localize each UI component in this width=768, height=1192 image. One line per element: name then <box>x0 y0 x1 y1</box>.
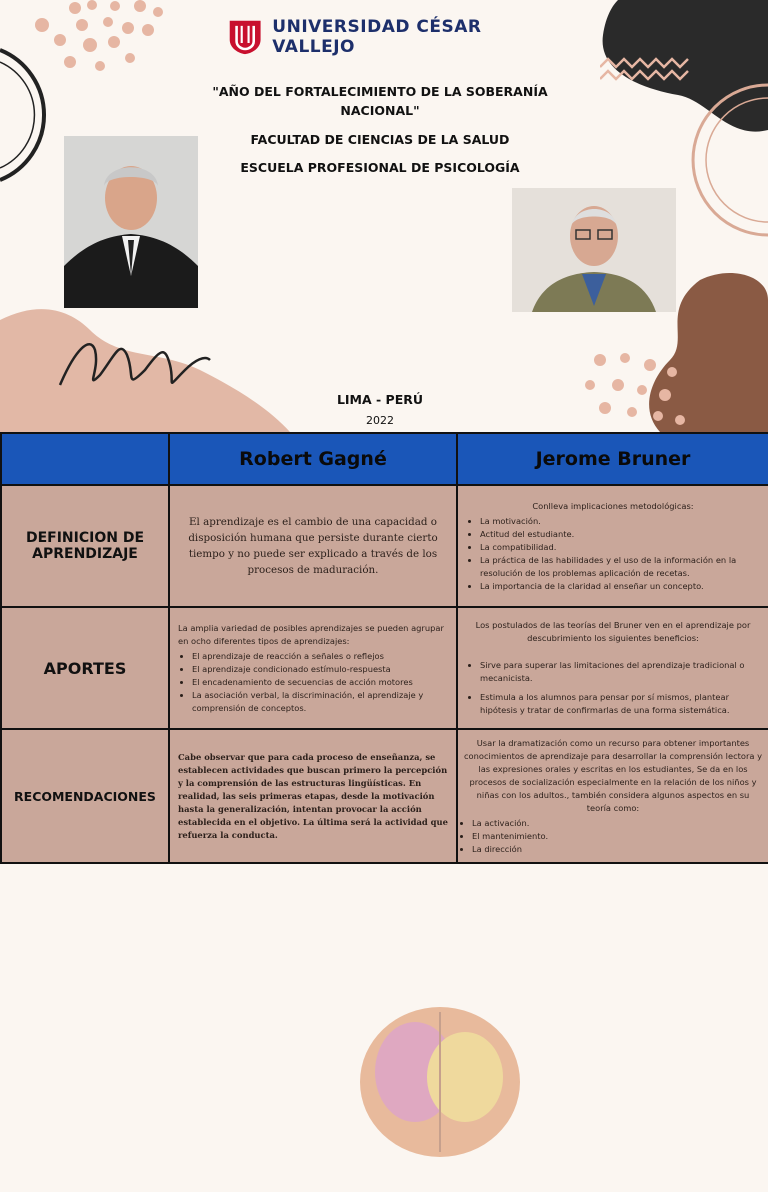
gagne-definicion: El aprendizaje es el cambio de una capacidad o disposición humana que persiste durante cierto tiempo y no puede ser explicado a través de los procesos de maduración. <box>169 485 457 607</box>
bruner-aportes <box>457 607 768 729</box>
header-empty-cell <box>1 433 169 485</box>
bruner-definicion-intro: Conlleva implicaciones metodológicas: <box>532 500 694 511</box>
list-item: • El encadenamiento de secuencias de acción motores <box>192 676 448 689</box>
list-item: • El aprendizaje de reacción a señales o reflejos <box>192 650 448 663</box>
list-item: • Estimula a los alumnos para pensar por sí mismos, plantear hipótesis y tratar de confirmarlas de una forma sistemática. <box>480 691 760 717</box>
gagne-aportes-intro: La amplia variedad de posibles aprendizajes se pueden agrupar en ocho diferentes tipos de aprendizajes: <box>178 622 444 646</box>
university-logo <box>228 14 528 60</box>
list-item: • El mantenimiento. <box>472 830 762 843</box>
gagne-aportes-list <box>178 650 448 715</box>
comparison-table-section <box>0 432 768 862</box>
year-motto: "AÑO DEL FORTALECIMIENTO DE LA SOBERANÍA NACIONAL" <box>212 84 548 118</box>
year-label: 2022 <box>366 414 394 427</box>
scribble-decoration <box>55 330 215 400</box>
bruner-recomendaciones-intro: Usar la dramatización como un recurso para obtener importantes conocimientos de aprendizaje para desarrollar la comprensión lectora y las expresiones orales y escritas en los estudiantes, Se da en los procesos de socialización especialmente en la relación de los niños y niñas con los adultos., también considera algunos aspectos en su teoría como: <box>464 737 763 813</box>
list-item: • Actitud del estudiante. <box>480 528 760 541</box>
bruner-aportes-list <box>466 659 760 717</box>
list-item: • La activación. <box>472 817 762 830</box>
header-gagne: Robert Gagné <box>169 433 457 485</box>
faculty-name: FACULTAD DE CIENCIAS DE LA SALUD <box>250 132 510 147</box>
gagne-aportes <box>169 607 457 729</box>
cover-section <box>0 0 768 432</box>
bruner-aportes-intro: Los postulados de las teorías del Bruner ven en el aprendizaje por descubrimiento los siguientes beneficios: <box>475 620 751 643</box>
table-row <box>1 607 768 729</box>
dots-decoration-right <box>580 350 690 430</box>
school-name: ESCUELA PROFESIONAL DE PSICOLOGÍA <box>240 160 520 175</box>
bruner-recomendaciones-list <box>464 817 762 856</box>
comparison-table <box>0 432 768 864</box>
list-item: • La asociación verbal, la discriminación, el aprendizaje y comprensión de conceptos. <box>192 689 448 715</box>
row-label-recomendaciones: RECOMENDACIONES <box>1 729 169 863</box>
list-item: • La importancia de la claridad al enseñar un concepto. <box>480 580 760 593</box>
gagne-photo <box>64 136 198 308</box>
header-bruner: Jerome Bruner <box>457 433 768 485</box>
table-header-row <box>1 433 768 485</box>
list-item: • La compatibilidad. <box>480 541 760 554</box>
list-item: • La motivación. <box>480 515 760 528</box>
list-item: • La dirección <box>472 843 762 856</box>
list-item: • Sirve para superar las limitaciones del aprendizaje tradicional o mecanicista. <box>480 659 760 685</box>
list-item: • La práctica de las habilidades y el uso de la información en la resolución de los problemas aplicación de recetas. <box>480 554 760 580</box>
bruner-recomendaciones <box>457 729 768 863</box>
bruner-photo <box>512 188 676 312</box>
university-name: UNIVERSIDAD CÉSAR VALLEJO <box>272 17 482 57</box>
brain-watermark-icon <box>355 992 525 1192</box>
zigzag-decoration <box>600 55 695 85</box>
ucv-shield-icon <box>228 16 262 58</box>
bruner-definicion-list <box>466 515 760 593</box>
table-row <box>1 485 768 607</box>
list-item: • El aprendizaje condicionado estímulo-respuesta <box>192 663 448 676</box>
row-label-aportes: APORTES <box>1 607 169 729</box>
gagne-recomendaciones: Cabe observar que para cada proceso de enseñanza, se establecen actividades que buscan primero la percepción y la comprensión de las estructuras lingüísticas. En realidad, las seis primeras etapas, desde la motivación hasta la generalización, intentan provocar la acción establecida en el objetivo. La última será la actividad que refuerza la conducta. <box>169 729 457 863</box>
right-ring-decoration <box>690 80 768 240</box>
table-row <box>1 729 768 863</box>
ring-decoration <box>0 40 60 190</box>
bruner-definicion <box>457 485 768 607</box>
city-label: LIMA - PERÚ <box>336 392 424 407</box>
row-label-definicion: DEFINICION DE APRENDIZAJE <box>1 485 169 607</box>
